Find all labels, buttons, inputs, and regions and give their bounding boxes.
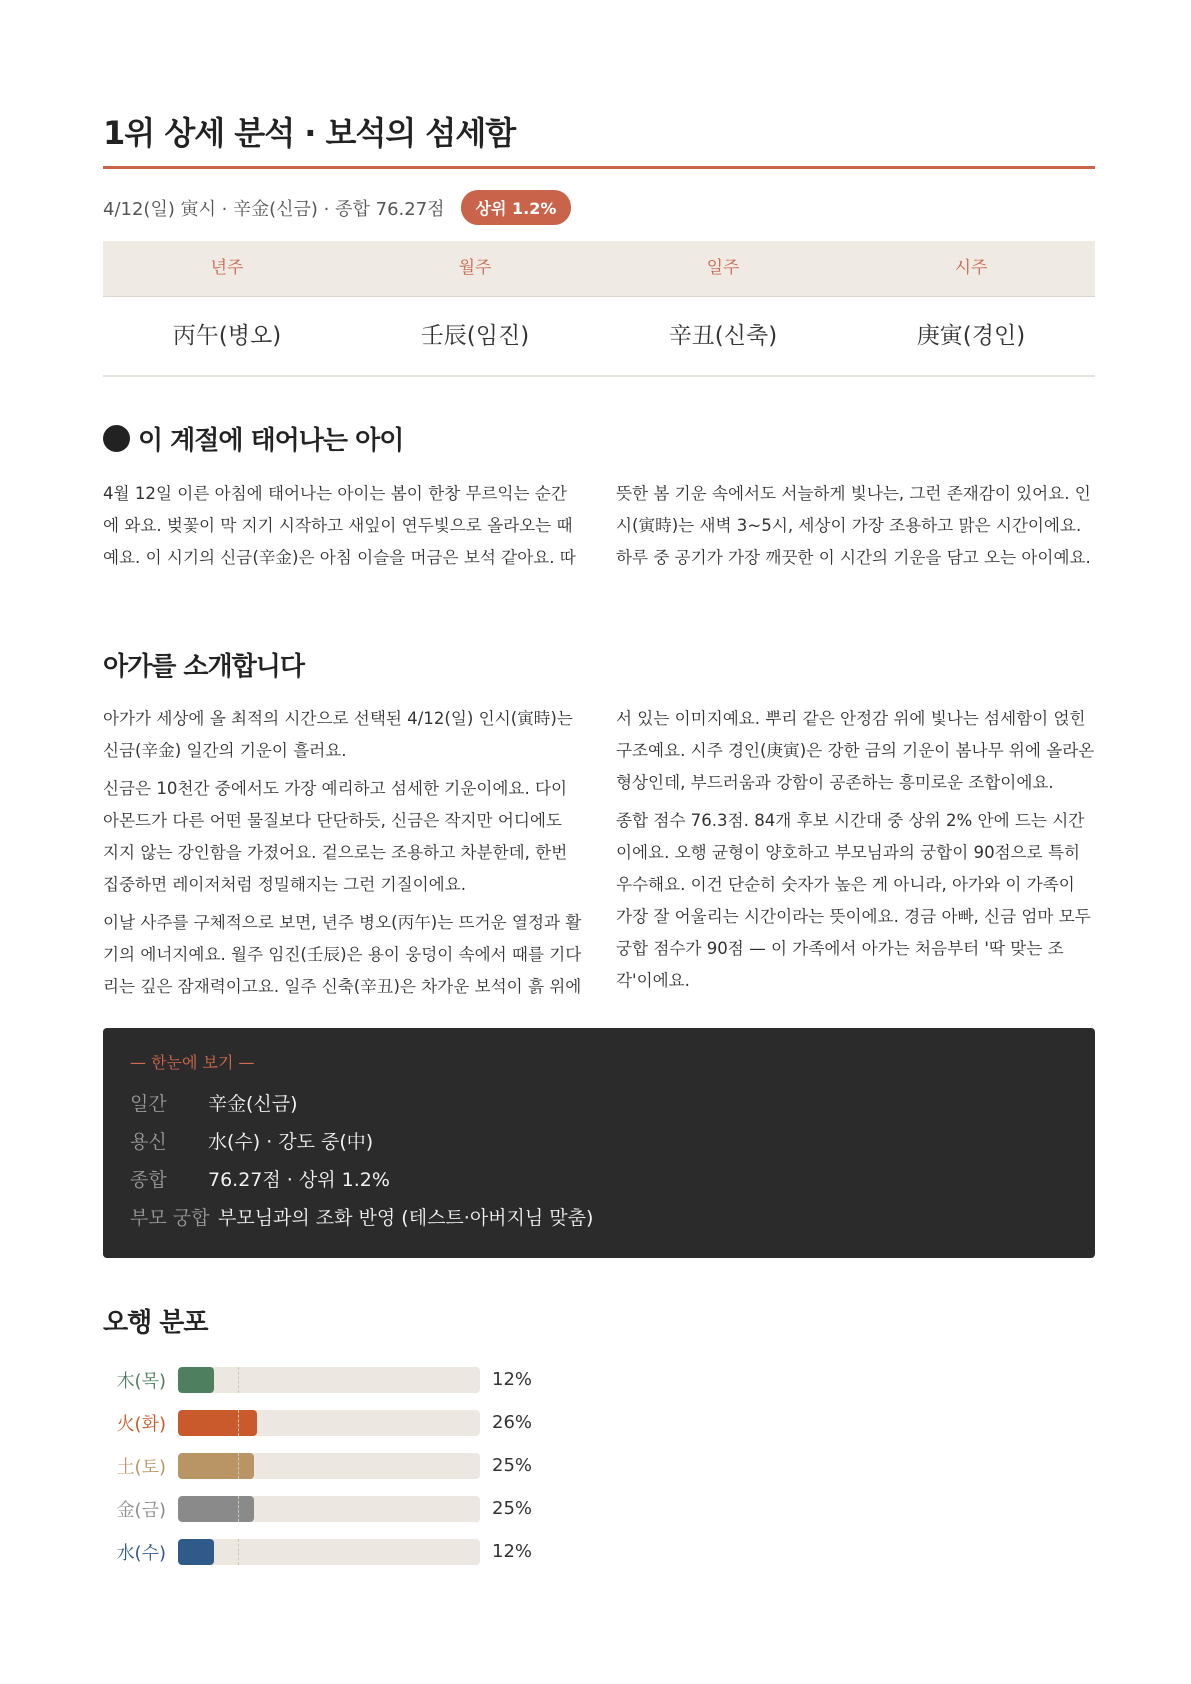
summary-value: 부모님과의 조화 반영 (테스트·아버지님 맞춤)	[218, 1207, 594, 1229]
summary-value: 76.27점 · 상위 1.2%	[208, 1169, 390, 1191]
intro-heading: 아가를 소개합니다	[103, 652, 304, 682]
summary-key: 일간	[130, 1093, 167, 1115]
element-bar-row	[103, 1487, 532, 1530]
summary-row-ilgan	[130, 1085, 1068, 1123]
summary-value: 辛金(신금)	[208, 1093, 298, 1115]
element-percent-label: 12%	[492, 1541, 533, 1562]
element-percent-label: 12%	[492, 1369, 533, 1390]
elements-bar-chart	[103, 1358, 532, 1573]
intro-paragraph: 아가가 세상에 올 최적의 시간으로 선택된 4/12(일) 인시(寅時)는 신금(辛金) 일간의 기운이 흘러요.	[103, 709, 573, 760]
element-label: 水(수)	[116, 1542, 166, 1564]
element-bar-fill	[178, 1496, 254, 1522]
element-bar-reference-line	[238, 1496, 239, 1522]
pillar-value-year: 丙午(병오)	[172, 323, 282, 349]
summary-title: — 한눈에 보기 —	[130, 1053, 255, 1072]
intro-paragraph: 이날 사주를 구체적으로 보면, 년주 병오(丙午)는 뜨거운 열정과 활기의 에너지예요. 월주 임진(壬辰)은 용이 웅덩이 속에서 때를 기다리는 깊은 잠재력이고요. 일주 신축(辛丑)은 차가운 보석이 흙 위에 서 있는 이미지예요. 뿌리 같은 안정감 위에 빛나는 섬세함이 얹힌 구조예요. 시주 경인(庚寅)은 강한 금의 기운이 봄나무 위에 올라온 형상인데, 부드러움과 강함이 공존하는 흥미로운 조합이에요.	[103, 709, 1095, 996]
pillar-value-month: 壬辰(임진)	[420, 323, 530, 349]
pillar-header-year: 년주	[210, 258, 244, 278]
element-bar-fill	[178, 1539, 214, 1565]
season-heading-text: 이 계절에 태어나는 아이	[138, 426, 404, 456]
bullet-icon	[103, 425, 130, 452]
element-bar-row	[103, 1358, 532, 1401]
element-bar-track	[178, 1496, 480, 1522]
summary-key: 용신	[130, 1131, 167, 1153]
summary-key: 부모 궁합	[130, 1207, 210, 1229]
element-label: 火(화)	[116, 1413, 166, 1435]
pillars-header-row	[103, 241, 1095, 297]
element-bar-row	[103, 1444, 532, 1487]
element-bar-fill	[178, 1453, 254, 1479]
title-divider	[103, 166, 1095, 169]
element-label: 金(금)	[116, 1499, 166, 1521]
intro-paragraph: 신금은 10천간 중에서도 가장 예리하고 섬세한 기운이에요. 다이아몬드가 다른 어떤 물질보다 단단하듯, 신금은 작지만 어디에도 지지 않는 강인함을 가졌어요. 겉으로는 조용하고 차분한데, 한번 집중하면 레이저처럼 정밀해지는 그런 기질이에요.	[103, 779, 568, 894]
element-percent-label: 25%	[492, 1498, 533, 1519]
intro-paragraph: 종합 점수 76.3점. 84개 후보 시간대 중 상위 2% 안에 드는 시간이에요. 오행 균형이 양호하고 부모님과의 궁합이 90점으로 특히 우수해요. 이건 단순히 숫자가 높은 게 아니라, 아가와 이 가족이 가장 잘 어울리는 시간이라는 뜻이에요. 경금 아빠, 신금 엄마 모두 궁합 점수가 90점 — 이 가족에서 아가는 처음부터 '딱 맞는 조각'이에요.	[616, 811, 1091, 990]
season-paragraph: 4월 12일 이른 아침에 태어나는 아이는 봄이 한창 무르익는 순간에 와요. 벚꽃이 막 지기 시작하고 새잎이 연두빛으로 올라오는 때예요. 이 시기의 신금(辛金)은 아침 이슬을 머금은 보석 같아요. 따뜻한 봄 기운 속에서도 서늘하게 빛나는, 그런 존재감이 있어요. 인시(寅時)는 새벽 3~5시, 세상이 가장 조용하고 맑은 시간이에요. 하루 중 공기가 가장 깨끗한 이 시간의 기운을 담고 오는 아이예요.	[103, 484, 1091, 567]
pillars-table	[103, 241, 1095, 377]
element-bar-row	[103, 1530, 532, 1573]
element-bar-track	[178, 1453, 480, 1479]
summary-row-parents	[130, 1199, 1068, 1237]
element-label: 木(목)	[116, 1370, 166, 1392]
pillars-value-row	[103, 297, 1095, 377]
element-bar-reference-line	[238, 1410, 239, 1436]
element-percent-label: 25%	[492, 1455, 533, 1476]
pillar-value-hour: 庚寅(경인)	[916, 323, 1026, 349]
season-text	[103, 478, 1095, 577]
summary-row-total	[130, 1161, 1068, 1199]
element-bar-reference-line	[238, 1539, 239, 1565]
summary-key: 종합	[130, 1169, 167, 1191]
element-bar-track	[178, 1410, 480, 1436]
season-heading	[103, 420, 403, 457]
summary-value: 水(수) · 강도 중(中)	[208, 1131, 374, 1153]
meta-line	[103, 190, 571, 225]
summary-row-yongsin	[130, 1123, 1068, 1161]
element-bar-track	[178, 1367, 480, 1393]
element-bar-fill	[178, 1367, 214, 1393]
summary-box	[103, 1028, 1095, 1258]
element-label: 土(토)	[116, 1456, 166, 1478]
element-percent-label: 26%	[492, 1412, 533, 1433]
element-bar-fill	[178, 1410, 257, 1436]
pillar-value-day: 辛丑(신축)	[668, 323, 778, 349]
element-bar-reference-line	[238, 1453, 239, 1479]
pillar-header-month: 월주	[458, 258, 492, 278]
pillar-header-day: 일주	[706, 258, 740, 278]
page-title: 1위 상세 분석 · 보석의 섬세함	[103, 114, 516, 152]
meta-text: 4/12(일) 寅시 · 辛金(신금) · 종합 76.27점	[103, 198, 445, 220]
pillar-header-hour: 시주	[954, 258, 988, 278]
intro-text	[103, 703, 1095, 1003]
element-bar-row	[103, 1401, 532, 1444]
rank-badge: 상위 1.2%	[461, 190, 572, 225]
element-bar-track	[178, 1539, 480, 1565]
element-bar-reference-line	[238, 1367, 239, 1393]
elements-heading: 오행 분포	[103, 1308, 208, 1338]
